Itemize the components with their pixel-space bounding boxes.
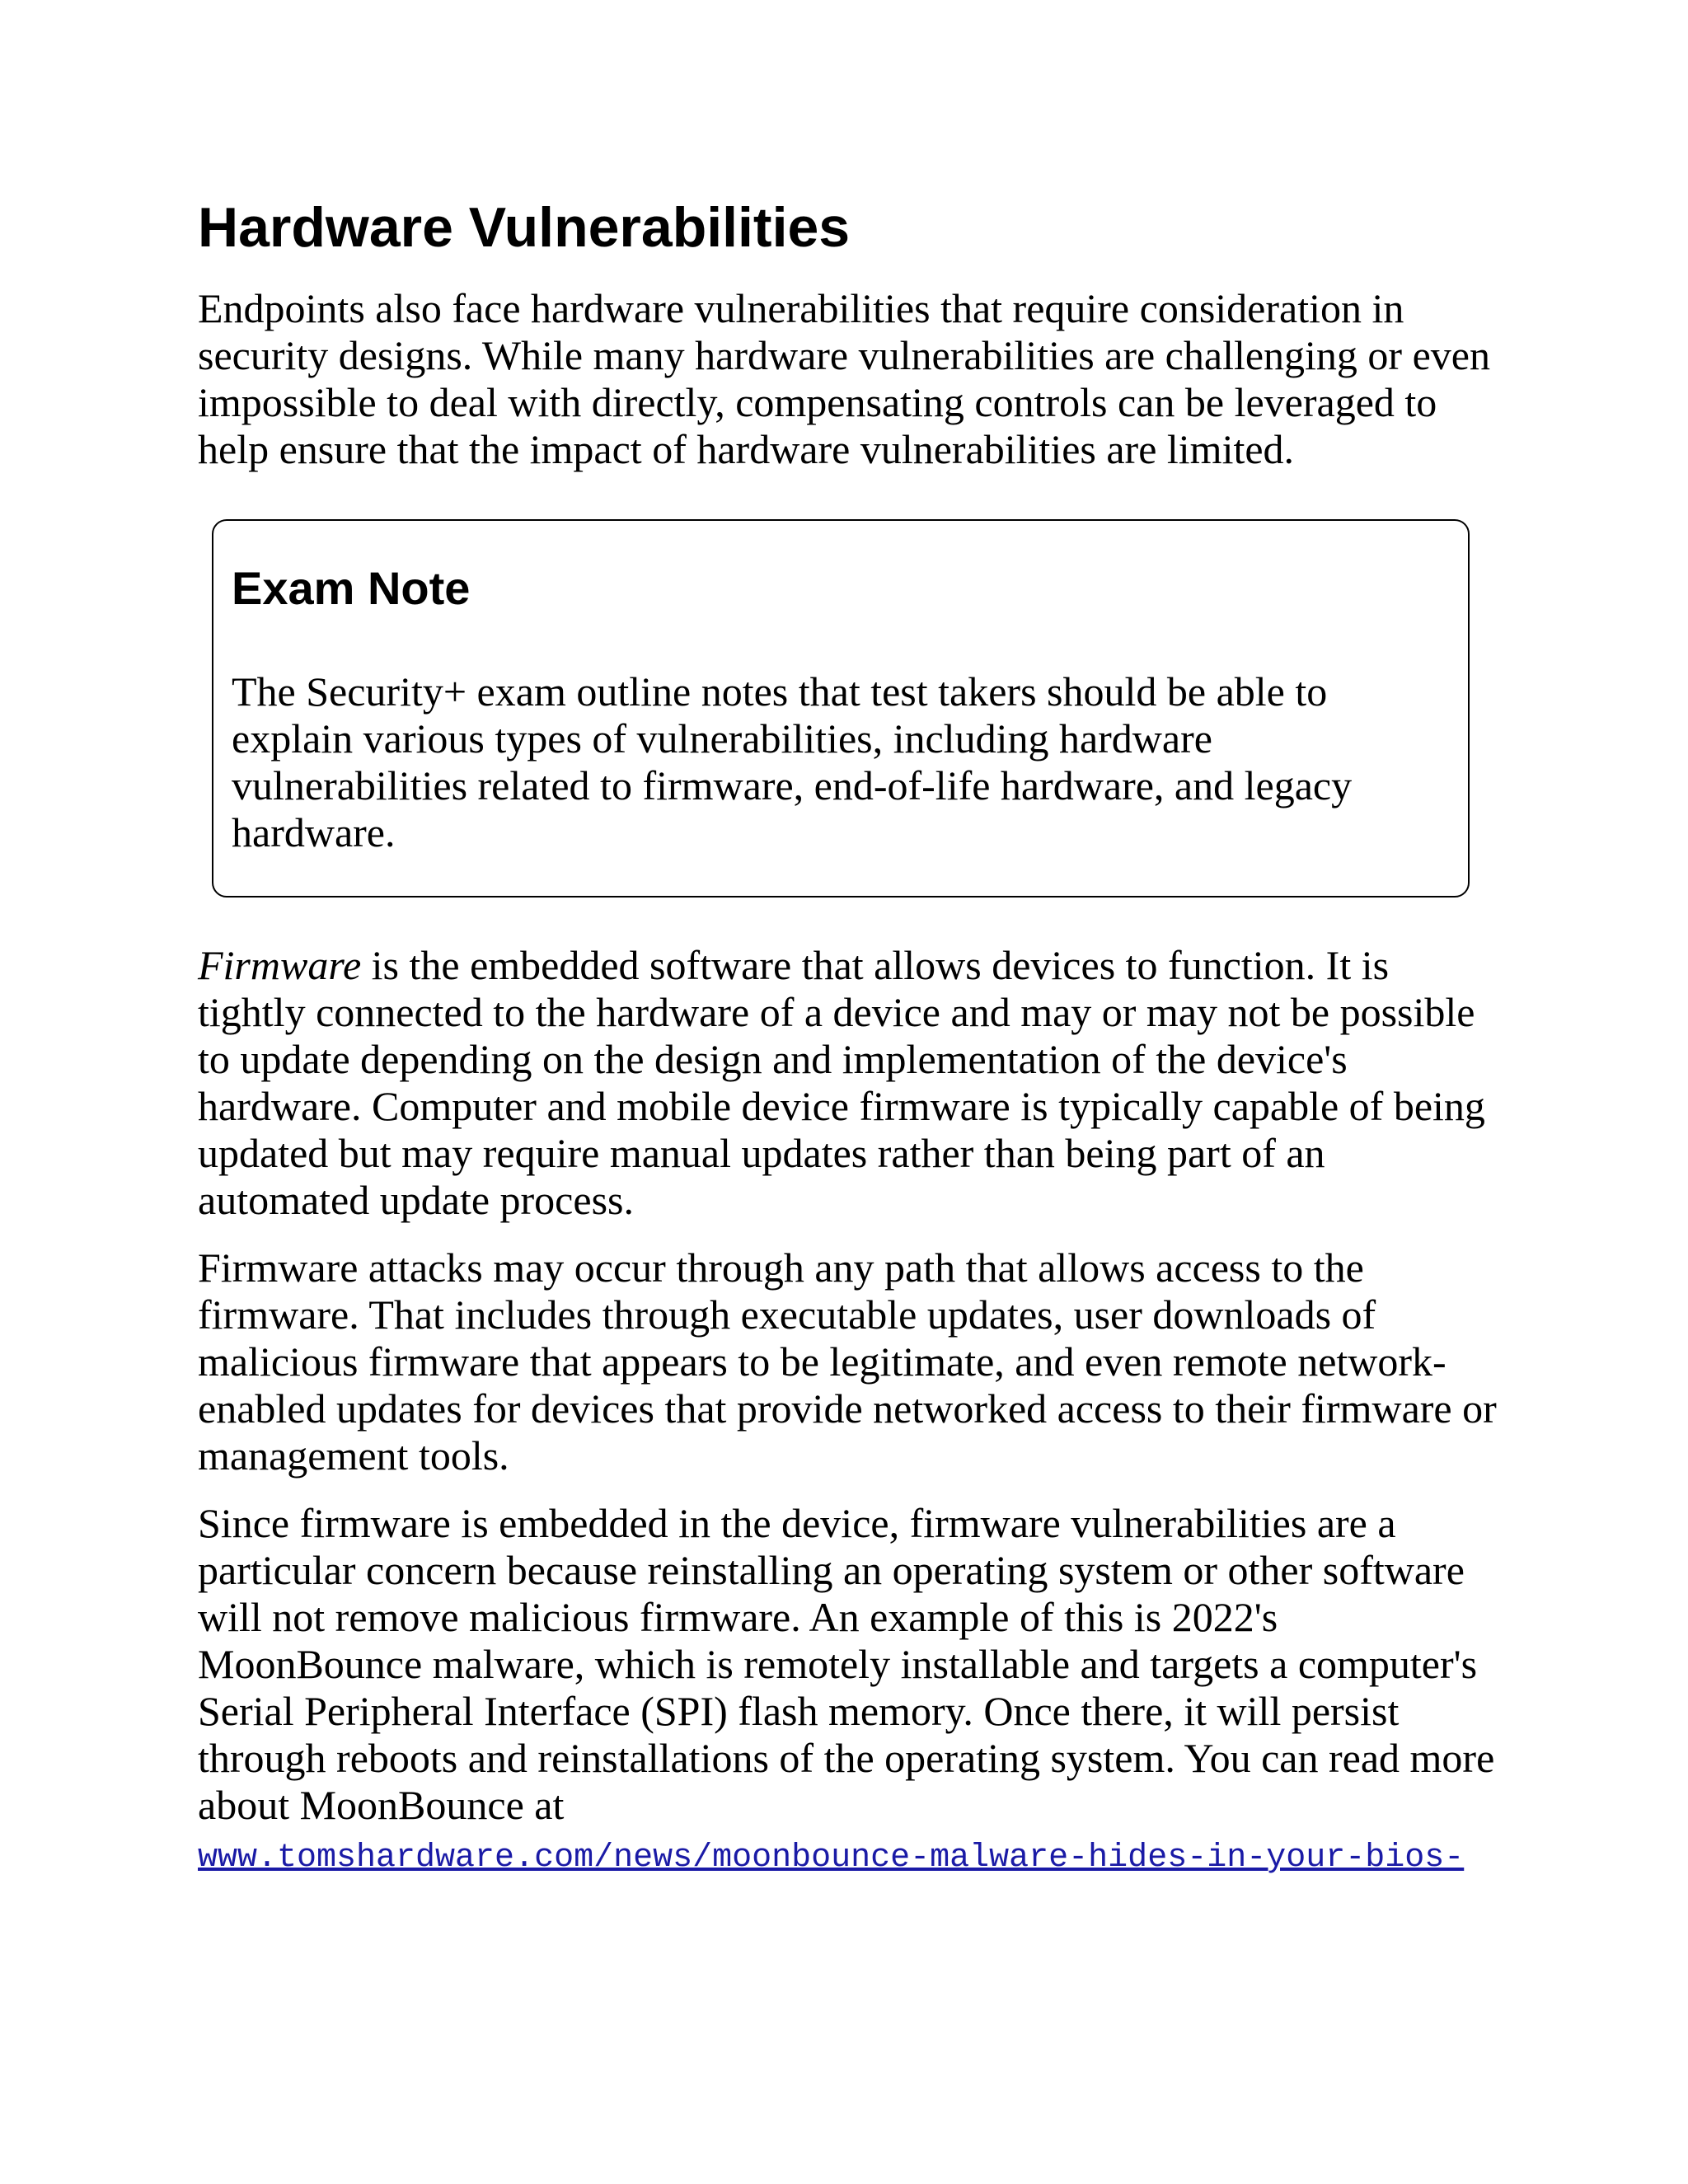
exam-note-heading: Exam Note [232, 561, 471, 614]
exam-note-box [212, 519, 1470, 898]
firmware-attacks-paragraph: Firmware attacks may occur through any path that allows access to the firmware. That includes through executable updates, user downloads of malicious firmware that appears to be legitimate, and even remote network-enabled updates for devices that provide networked access to their firmware or management tools. [198, 1244, 1497, 1479]
page-title: Hardware Vulnerabilities [198, 196, 851, 259]
intro-paragraph: Endpoints also face hardware vulnerabilities that require consideration in security designs. While many hardware vulnerabilities are challenging or even impossible to deal with directly, compensating controls can be leveraged to help ensure that the impact of hardware vulnerabilities are limited. [198, 284, 1490, 472]
firmware-paragraph [198, 942, 1500, 1224]
firmware-paragraph-text: is the embedded software that allows devices to function. It is tightly connected to the hardware of a device and may or may not be possible to update depending on the design and implementation of the device's hardware. Computer and mobile device firmware is typically capable of being updated but may require manual updates rather than being part of an automated update process. [198, 941, 1485, 1223]
moonbounce-paragraph [198, 1500, 1500, 1877]
exam-note-text: The Security+ exam outline notes that test takers should be able to explain various types of vulnerabilities, including hardware vulnerabilities related to firmware, end-of-life hardware, and legacy hardware. [232, 668, 1353, 855]
moonbounce-paragraph-text: Since firmware is embedded in the device, firmware vulnerabilities are a particular concern because reinstalling an operating system or other software will not remove malicious firmware. An example of this is 2022's MoonBounce malware, which is remotely installable and targets a computer's Serial Peripheral Interface (SPI) flash memory. Once there, it will persist through reboots and reinstallations of the operating system. You can read more about MoonBounce at [198, 1499, 1495, 1828]
document-page [198, 194, 1500, 1877]
moonbounce-link[interactable]: www.tomshardware.com/news/moonbounce-malware-hides-in-your-bios- [198, 1839, 1465, 1877]
firmware-term: Firmware [198, 941, 362, 988]
